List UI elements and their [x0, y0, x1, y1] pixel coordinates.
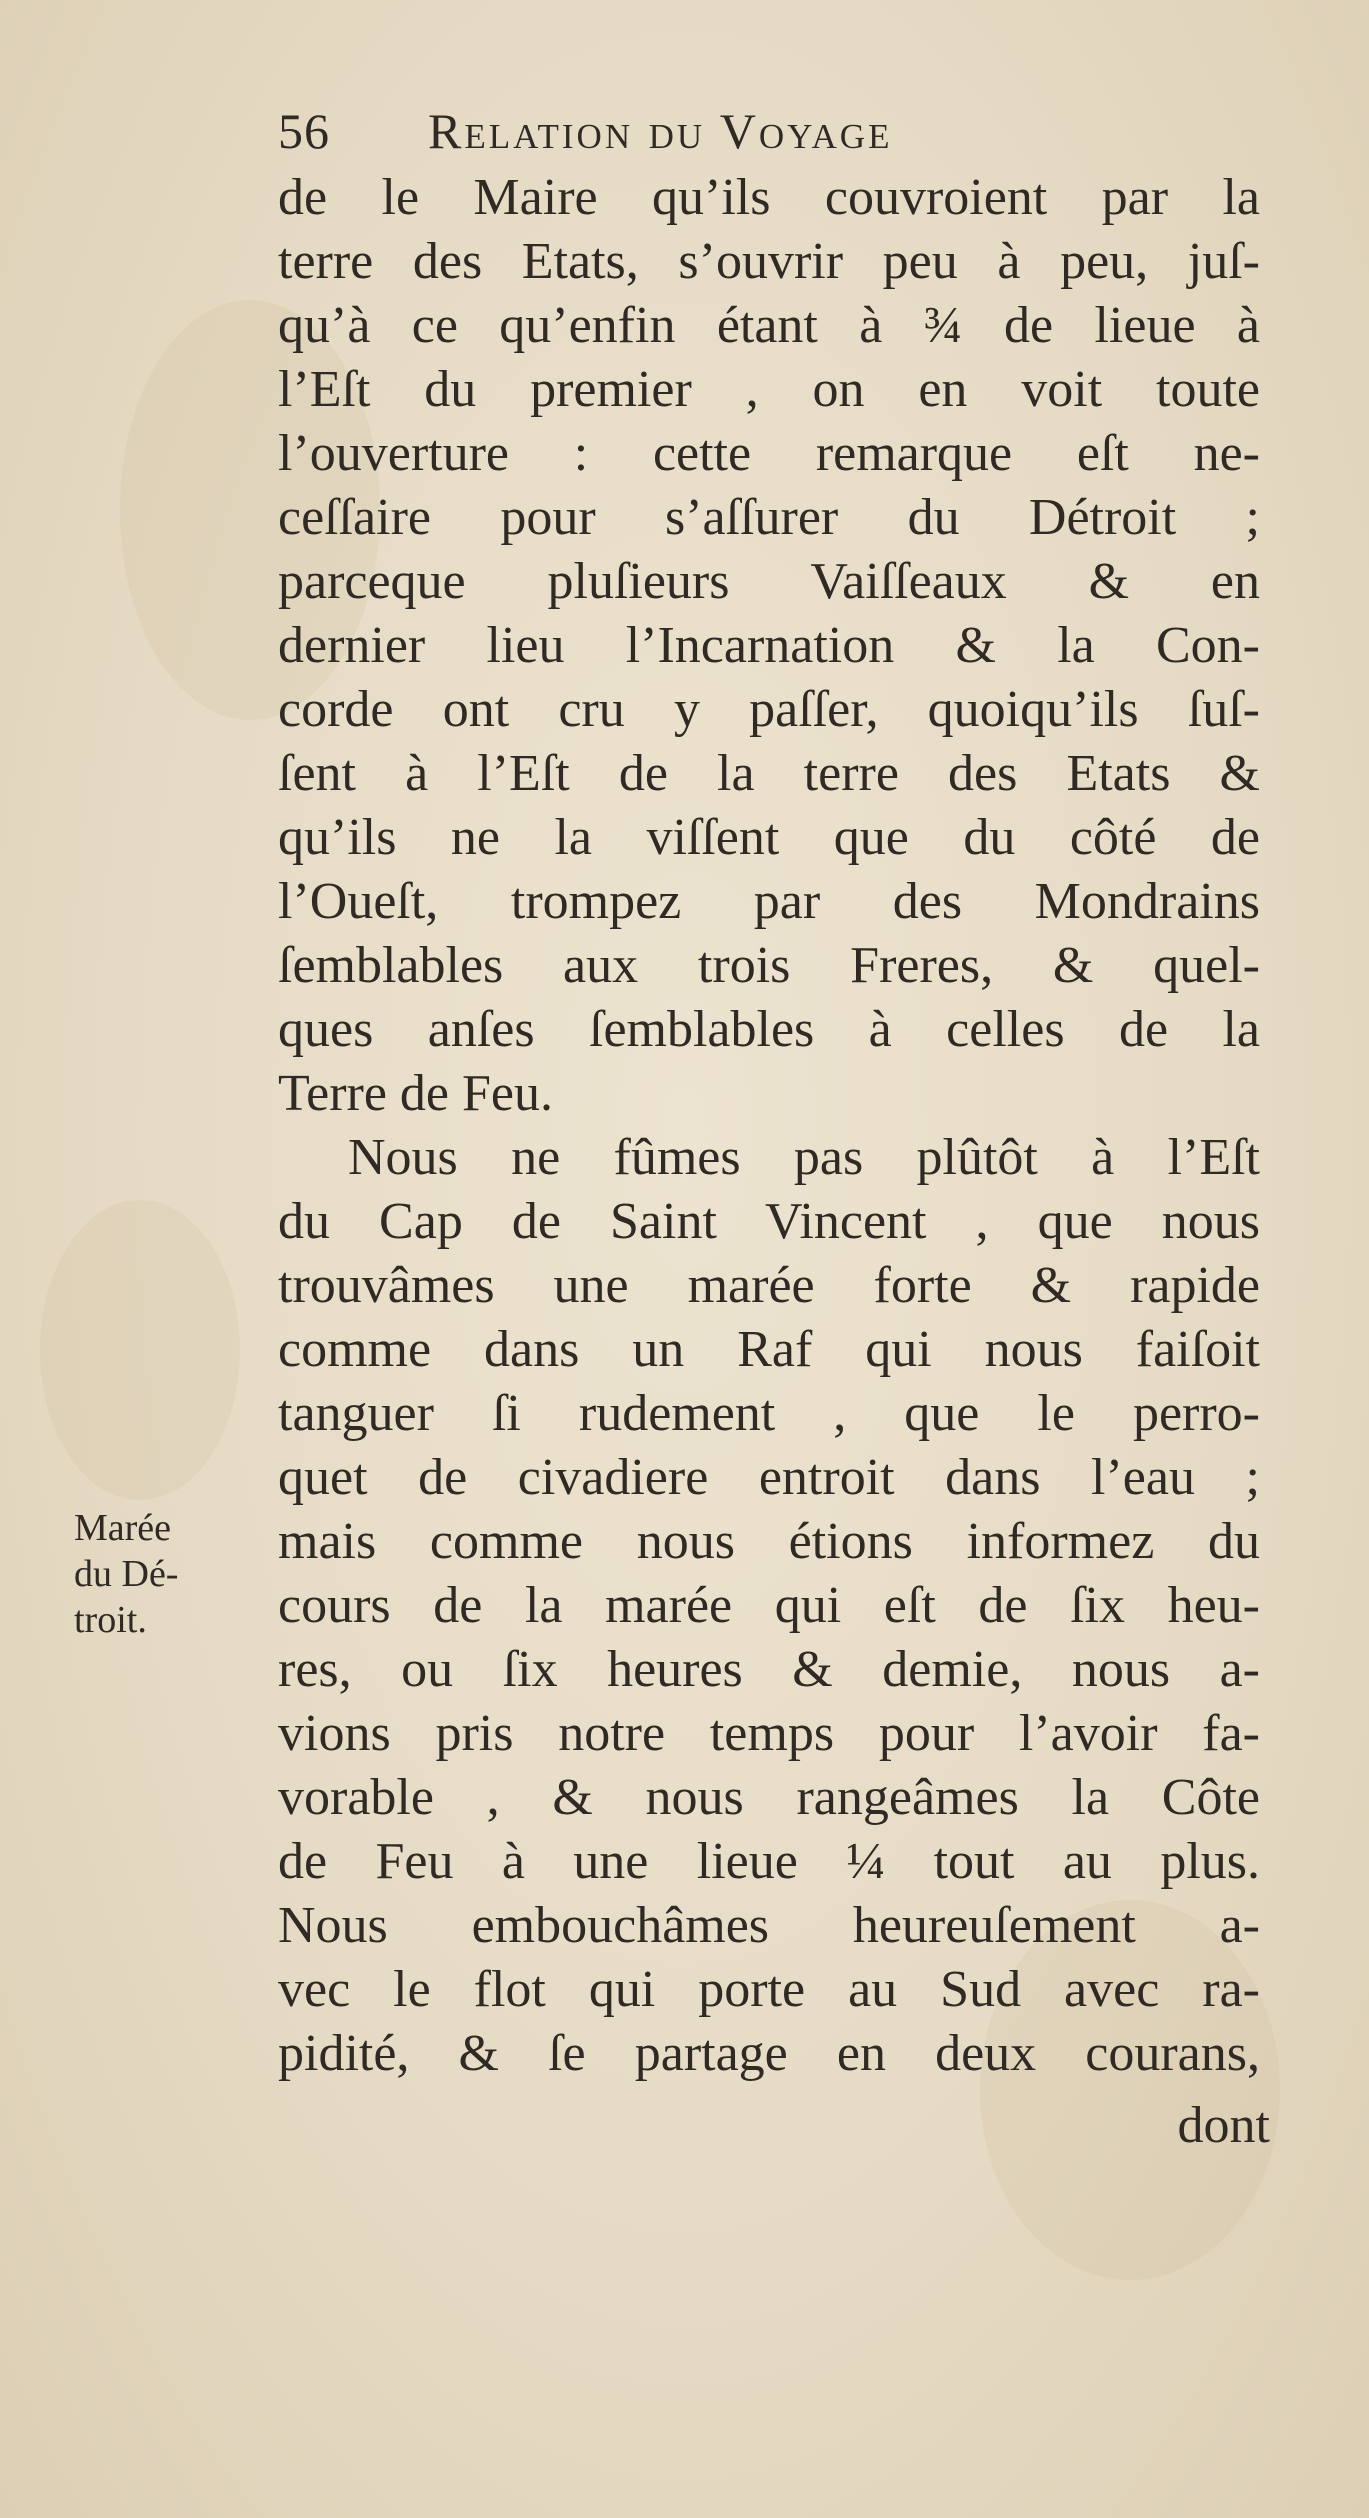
text-line: ſemblables aux trois Freres, & quel-: [278, 937, 1260, 994]
catchword: dont: [1177, 2097, 1270, 2154]
marginal-note-line: troit.: [74, 1599, 147, 1641]
text-line: l’Oueſt, trompez par des Mondrains: [278, 873, 1260, 930]
text-line: ſent à l’Eſt de la terre des Etats &: [278, 745, 1260, 802]
text-line: res, ou ſix heures & demie, nous a-: [278, 1641, 1260, 1698]
text-line: tanguer ſi rudement , que le perro-: [278, 1385, 1260, 1442]
text-line: vions pris notre temps pour l’avoir fa-: [278, 1705, 1260, 1762]
text-line: pidité, & ſe partage en deux courans,: [278, 2025, 1260, 2082]
page-number: 56: [278, 103, 330, 159]
text-line: dernier lieu l’Incarnation & la Con-: [278, 617, 1260, 674]
text-line: de le Maire qu’ils couvroient par la: [278, 169, 1260, 226]
text-line: de Feu à une lieue ¼ tout au plus.: [278, 1833, 1260, 1890]
text-line: qu’à ce qu’enfin étant à ¾ de lieue à: [278, 297, 1260, 354]
text-line: ques anſes ſemblables à celles de la: [278, 1001, 1260, 1058]
text-line: trouvâmes une marée forte & rapide: [278, 1257, 1260, 1314]
text-line: vorable , & nous rangeâmes la Côte: [278, 1769, 1260, 1826]
text-line: Terre de Feu.: [278, 1065, 554, 1122]
marginal-note: [74, 1505, 254, 1643]
text-line: mais comme nous étions informez du: [278, 1513, 1260, 1570]
text-line: Nous embouchâmes heureuſement a-: [278, 1897, 1260, 1954]
text-line: comme dans un Raf qui nous faiſoit: [278, 1321, 1260, 1378]
text-line: quet de civadiere entroit dans l’eau ;: [278, 1449, 1260, 1506]
page-header: [278, 98, 1228, 164]
text-line: corde ont cru y paſſer, quoiqu’ils ſuſ-: [278, 681, 1260, 738]
text-line: vec le flot qui porte au Sud avec ra-: [278, 1961, 1260, 2018]
marginal-note-line: Marée: [74, 1507, 172, 1549]
running-head: Relation du Voyage: [428, 103, 893, 159]
text-line: cours de la marée qui eſt de ſix heu-: [278, 1577, 1260, 1634]
paper-stain: [40, 1200, 240, 1500]
text-line: l’ouverture : cette remarque eſt ne-: [278, 425, 1260, 482]
text-line: qu’ils ne la viſſent que du côté de: [278, 809, 1260, 866]
text-line: du Cap de Saint Vincent , que nous: [278, 1193, 1260, 1250]
text-line: l’Eſt du premier , on en voit toute: [278, 361, 1260, 418]
text-line: parceque pluſieurs Vaiſſeaux & en: [278, 553, 1260, 610]
paragraph-first-line: Nous ne fûmes pas plûtôt à l’Eſt: [348, 1129, 1260, 1186]
text-line: terre des Etats, s’ouvrir peu à peu, juſ-: [278, 233, 1260, 290]
text-line: ceſſaire pour s’aſſurer du Détroit ;: [278, 489, 1260, 546]
marginal-note-line: du Dé-: [74, 1553, 179, 1595]
